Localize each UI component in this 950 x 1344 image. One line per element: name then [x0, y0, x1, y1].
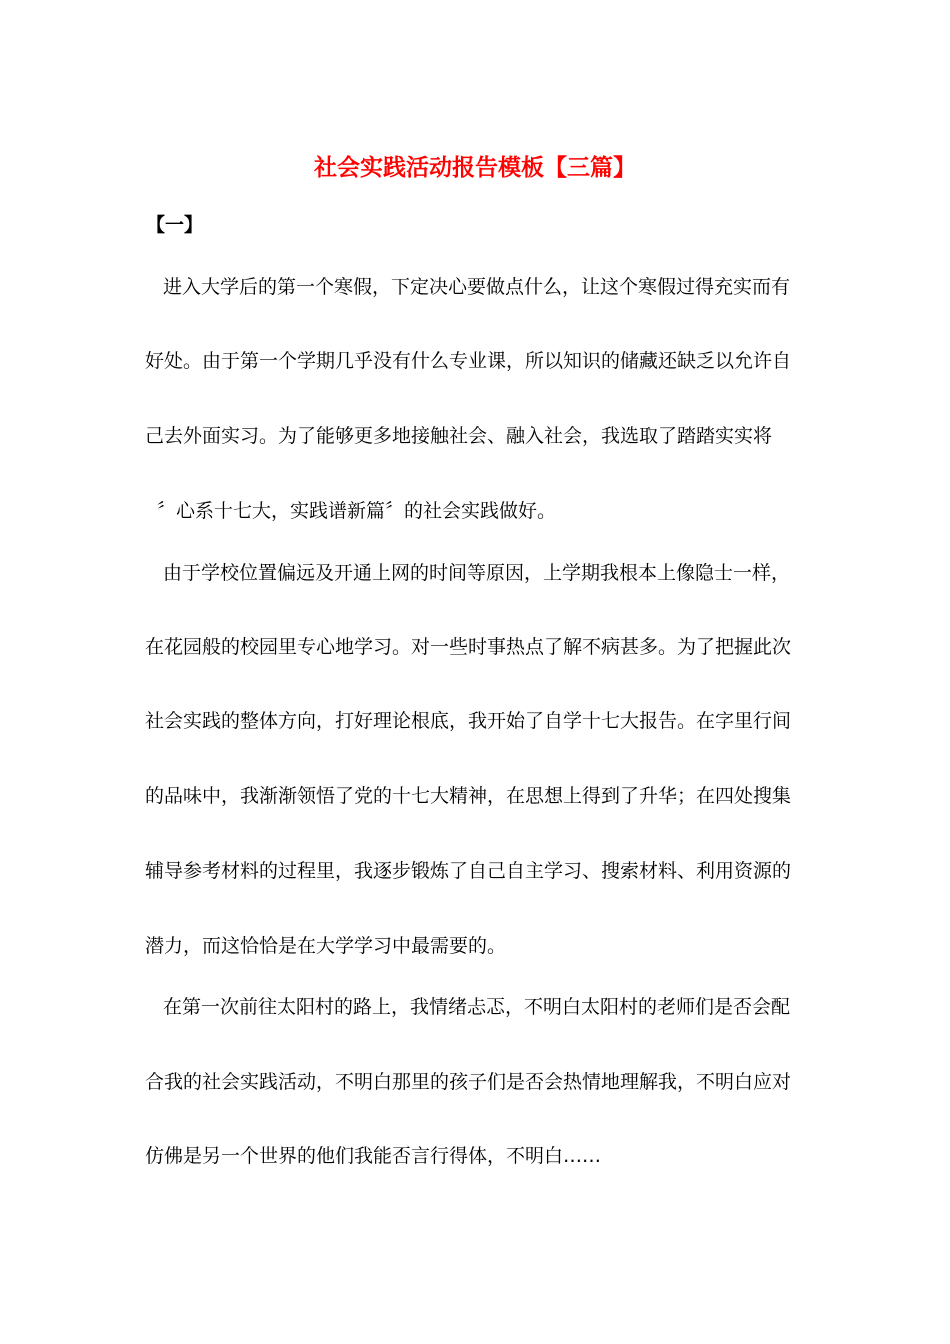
paragraph-line: 辅导参考材料的过程里，我逐步锻炼了自己自主学习、搜索材料、利用资源的	[145, 860, 792, 882]
paragraph-line: 〞心系十七大，实践谱新篇〞的社会实践做好。	[157, 500, 557, 522]
paragraph-line: 社会实践的整体方向，打好理论根底，我开始了自学十七大报告。在字里行间	[145, 710, 792, 732]
paragraph-line: 潜力，而这恰恰是在大学学习中最需要的。	[145, 935, 507, 957]
paragraph-line: 合我的社会实践活动，不明白那里的孩子们是否会热情地理解我，不明白应对	[145, 1071, 792, 1093]
paragraph-line: 好处。由于第一个学期几乎没有什么专业课，所以知识的储藏还缺乏以允许自	[145, 350, 792, 372]
paragraph-line: 由于学校位置偏远及开通上网的时间等原因，上学期我根本上像隐士一样，	[163, 562, 791, 584]
paragraph-line: 进入大学后的第一个寒假，下定决心要做点什么，让这个寒假过得充实而有	[163, 276, 791, 298]
document-title: 社会实践活动报告模板【三篇】	[314, 154, 636, 181]
paragraph-line: 在花园般的校园里专心地学习。对一些时事热点了解不病甚多。为了把握此次	[145, 636, 792, 658]
paragraph-line: 的品味中，我渐渐领悟了党的十七大精神，在思想上得到了升华；在四处搜集	[145, 785, 792, 807]
paragraph-line: 己去外面实习。为了能够更多地接触社会、融入社会，我选取了踏踏实实将	[145, 425, 773, 447]
paragraph-line: 仿佛是另一个世界的他们我能否言行得体，不明白……	[145, 1145, 602, 1167]
paragraph-line: 在第一次前往太阳村的路上，我情绪忐忑，不明白太阳村的老师们是否会配	[163, 996, 791, 1018]
section-label: 【一】	[146, 214, 204, 236]
